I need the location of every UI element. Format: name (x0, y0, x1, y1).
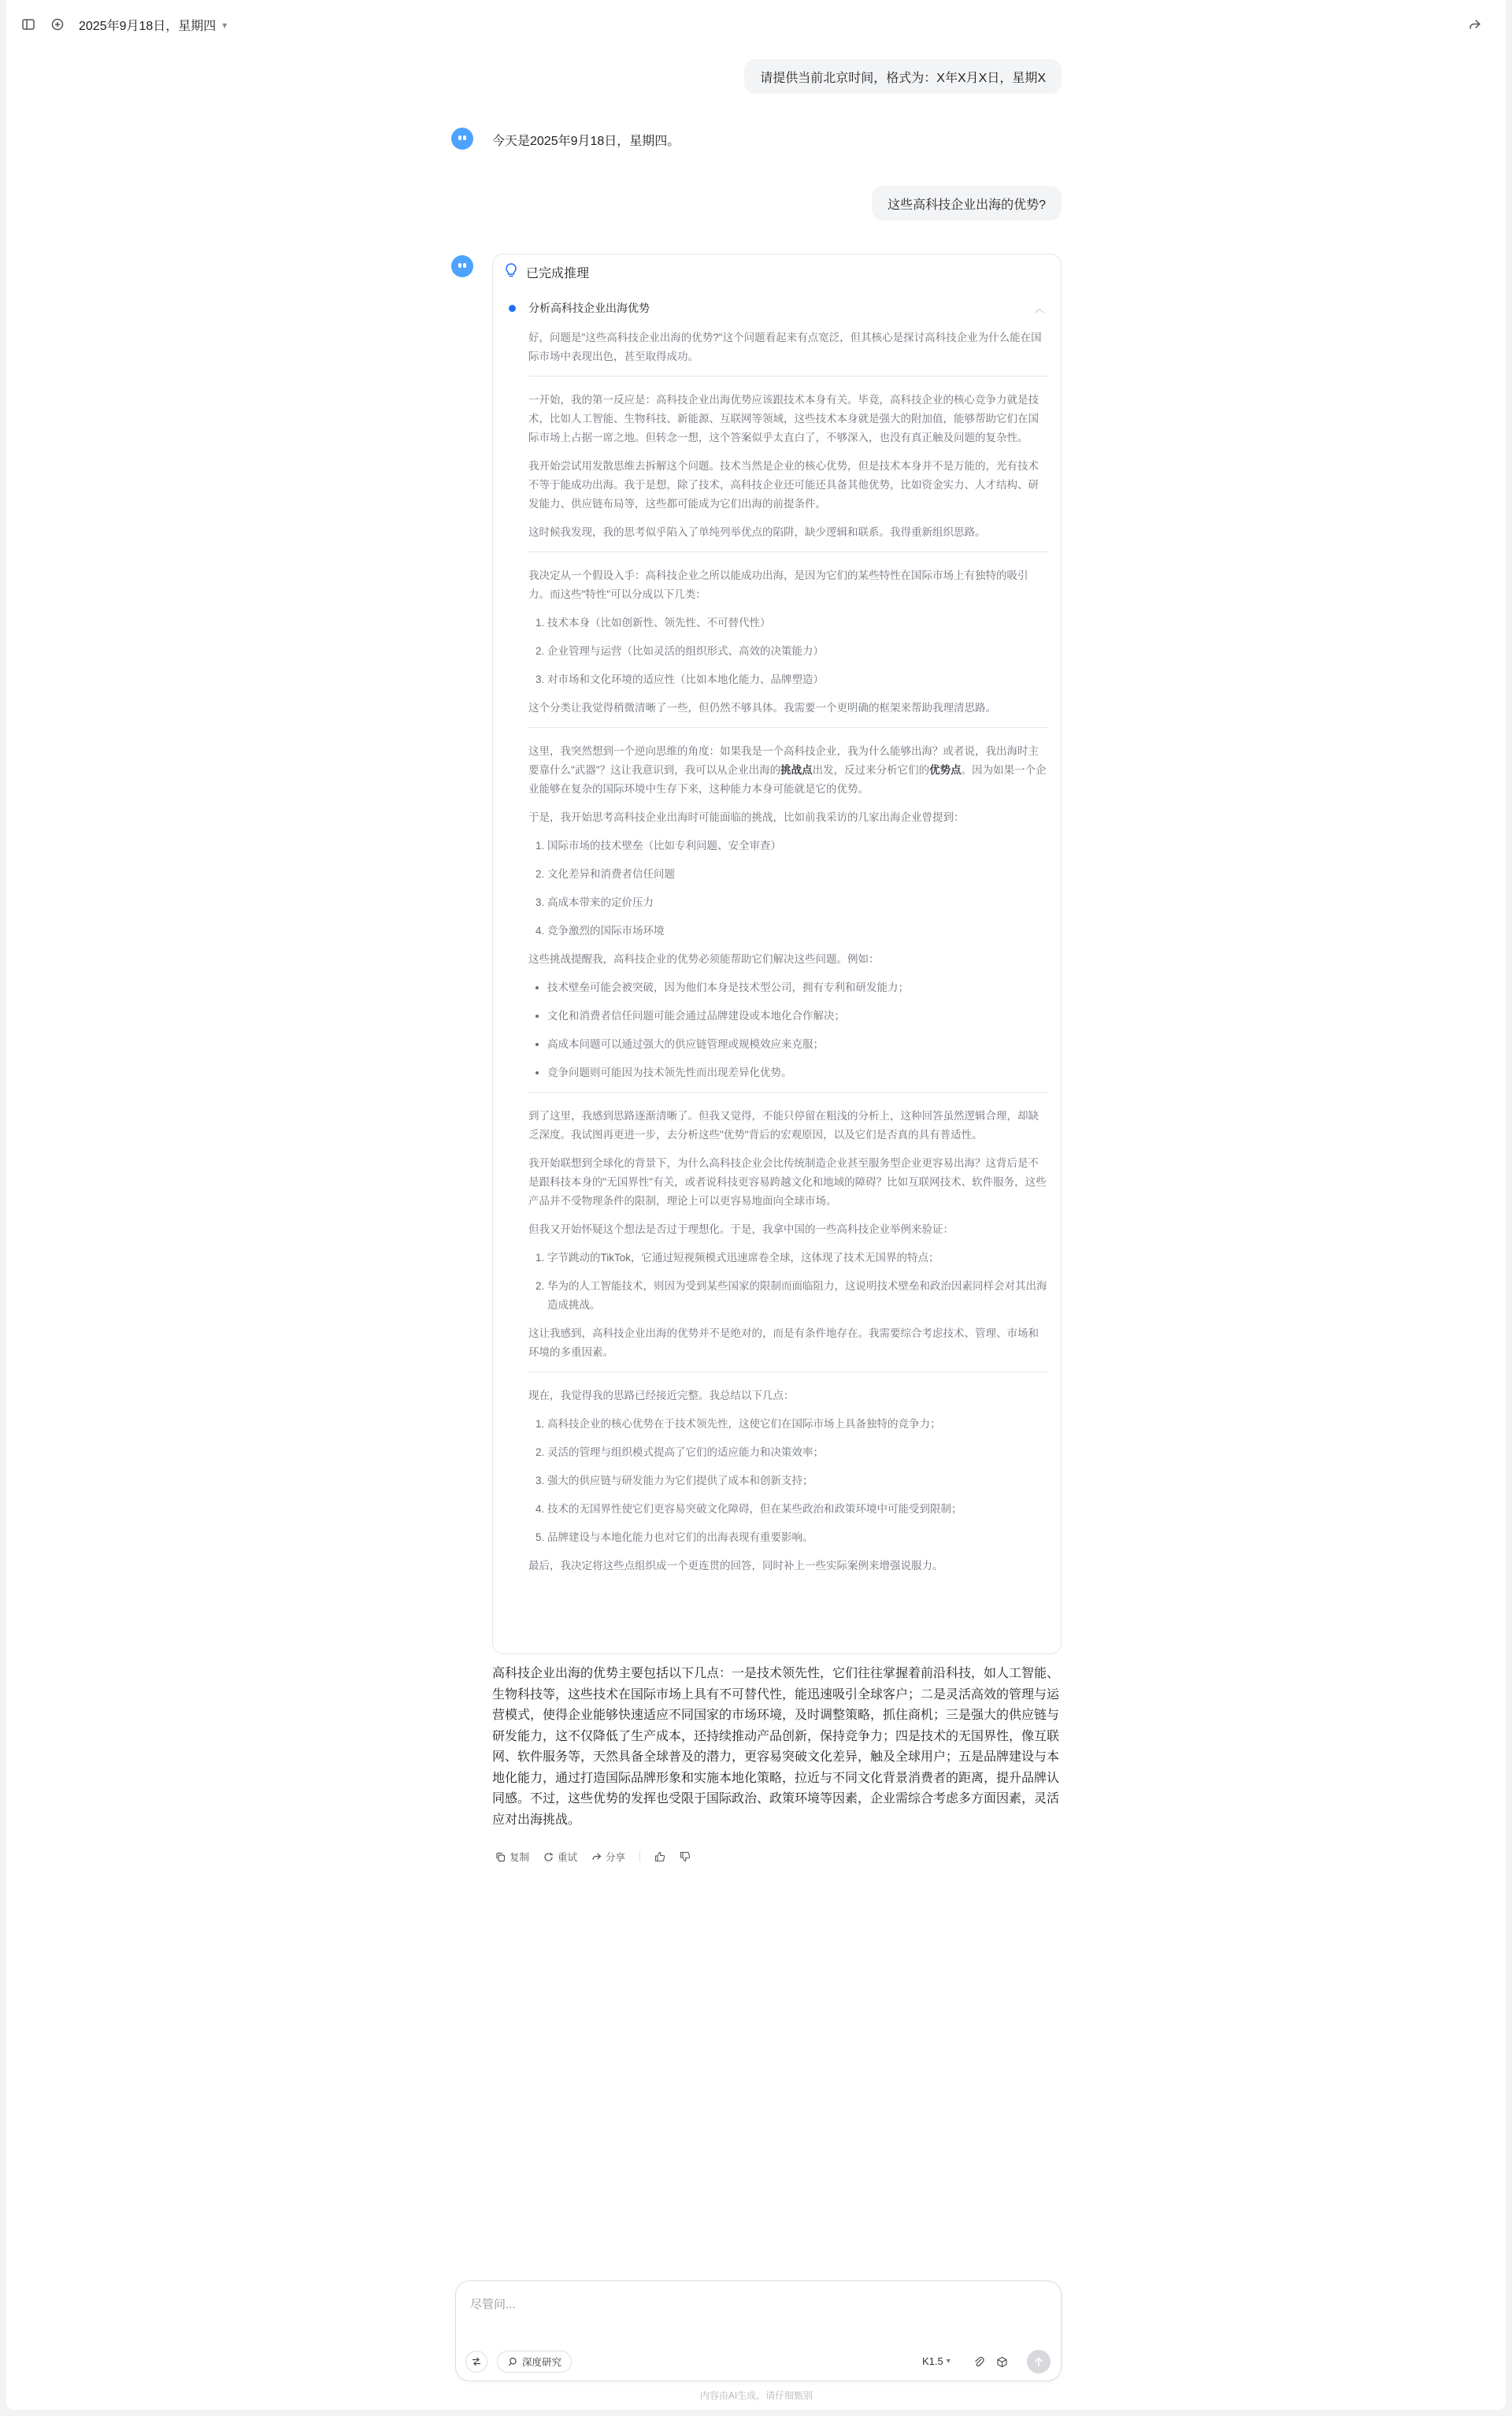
list-item: • 文化和消费者信任问题可能会通过品牌建设或本地化合作解决； (547, 1007, 1048, 1026)
bold-text: 挑战点 (780, 764, 813, 776)
new-chat-icon[interactable] (47, 14, 68, 35)
copy-icon (495, 1852, 506, 1862)
reasoning-paragraph: 好，问题是"这些高科技企业出海的优势?"这个问题看起来有点宽泛，但其核心是探讨高科技企业为什么能在国际市场中表现出色，甚至取得成功。 (528, 332, 1042, 362)
list-item: • 高成本问题可以通过强大的供应链管理或规模效应来克服； (547, 1035, 1048, 1054)
reasoning-paragraph: 一开始，我的第一反应是：高科技企业出海优势应该跟技术本身有关。毕竟，高科技企业的核心竞争力就是技术，比如人工智能、生物科技、新能源、互联网等领域，这些技术本身就是强大的附加值，能够帮助它们在国际市场上占据一席之地。但转念一想，这个答案似乎太直白了，不够深入，也没有真正触及问题的复杂性。 (528, 394, 1039, 443)
list-item: 1. 字节跳动的TikTok，它通过短视频模式迅速席卷全球，这体现了技术无国界的特点； (547, 1249, 1048, 1267)
share-label: 分享 (606, 1852, 626, 1863)
reasoning-paragraph: 我开始联想到全球化的背景下，为什么高科技企业会比传统制造企业甚至服务型企业更容易出海？这背后是不是跟科技本身的"无国界性"有关，或者说科技更容易跨越文化和地域的障碍？比如互联网技术、软件服务，这些产品并不受物理条件的限制，理论上可以更容易地面向全球市场。 (528, 1157, 1047, 1207)
reasoning-paragraph: 但我又开始怀疑这个想法是否过于理想化。于是，我拿中国的一些高科技企业举例来验证： (528, 1223, 954, 1235)
deep-research-icon (507, 2357, 517, 2367)
arrow-up-icon (1033, 2356, 1044, 2367)
user-message-bubble (744, 59, 1062, 94)
assistant-message-row (451, 254, 1062, 1861)
divider (528, 1371, 1048, 1372)
text-span: 出发，反过来分析它们的 (812, 764, 930, 776)
reasoning-step-header[interactable] (509, 300, 1044, 316)
reasoning-paragraph: 这个分类让我觉得稍微清晰了一些，但仍然不够具体。我需要一个更明确的框架来帮助我理清思路。 (528, 702, 996, 714)
chat-title-text: 2025年9月18日，星期四 (79, 20, 217, 33)
list-item: 4. 技术的无国界性使它们更容易突破文化障碍，但在某些政治和政策环境中可能受到限制； (547, 1500, 1048, 1519)
copy-label: 复制 (510, 1852, 530, 1863)
list-item: 3. 对市场和文化环境的适应性（比如本地化能力、品牌塑造） (547, 670, 1048, 689)
reasoning-paragraph: 于是，我开始思考高科技企业出海时可能面临的挑战，比如前我采访的几家出海企业曾提到： (528, 811, 965, 823)
user-message-row (451, 186, 1062, 221)
user-message-row (451, 59, 1062, 94)
divider (528, 1092, 1048, 1093)
user-message-text: 这些高科技企业出海的优势? (888, 198, 1046, 212)
chevron-up-icon[interactable]: ︿ (1034, 302, 1044, 314)
text-span: 这里，我突然想到一个逆向思维的角度：如果我是一个高科技企业，我为什么能够出海？或者说，我出海时主要靠什么"武器"？这让我意识到，我可以从企业出海的 (528, 745, 1039, 776)
share-icon (591, 1852, 602, 1862)
deep-research-button[interactable] (497, 2351, 572, 2373)
assistant-message-text: 今天是2025年9月18日，星期四。 (492, 135, 680, 148)
reasoning-status: 已完成推理 (526, 267, 590, 280)
reasoning-body (528, 328, 1048, 1585)
divider (639, 1851, 640, 1862)
lightbulb-icon (504, 262, 518, 282)
reasoning-paragraph: 我开始尝试用发散思维去拆解这个问题。技术当然是企业的核心优势，但是技术本身并不是万能的，光有技术不等于能成功出海。我于是想，除了技术，高科技企业还可能还具备其他优势，比如资金实力、人才结构、研发能力、供应链布局等，这些都可能成为它们出海的前提条件。 (528, 460, 1039, 510)
chevron-down-icon: ▾ (946, 2357, 951, 2366)
divider (528, 727, 1048, 728)
list-item: 3. 高成本带来的定价压力 (547, 893, 1048, 912)
chat-title[interactable] (79, 16, 227, 34)
message-composer (455, 2281, 1062, 2381)
list-item: • 技术壁垒可能会被突破，因为他们本身是技术型公司，拥有专利和研发能力； (547, 978, 1048, 997)
reasoning-paragraph: 最后，我决定将这些点组织成一个更连贯的回答，同时补上一些实际案例来增强说服力。 (528, 1560, 943, 1572)
divider (528, 551, 1048, 552)
list-item: 1. 国际市场的技术壁垒（比如专利问题、安全审查） (547, 837, 1048, 855)
reasoning-paragraph (528, 742, 1048, 799)
share-icon[interactable] (1465, 14, 1485, 35)
copy-button[interactable] (495, 1850, 529, 1864)
list-item: 3. 强大的供应链与研发能力为它们提供了成本和创新支持； (547, 1471, 1048, 1490)
list-item: 2. 灵活的管理与组织模式提高了它们的适应能力和决策效率； (547, 1443, 1048, 1462)
divider (528, 376, 1048, 377)
composer-input[interactable]: 尽管问... (470, 2298, 516, 2311)
send-button[interactable] (1027, 2350, 1051, 2373)
reasoning-paragraph: 到了这里，我感到思路逐渐清晰了。但我又觉得，不能只停留在粗浅的分析上，这种回答虽然逻辑合理，却缺乏深度。我试图再更进一步，去分析这些"优势"背后的宏观原因，以及它们是否真的具有普适性。 (528, 1110, 1039, 1141)
text-span: 。因为如果一个企业能够在复杂的国际环境中生存下来，这种能力本身可能就是它的优势。 (528, 764, 1047, 795)
reasoning-paragraph: 我决定从一个假设入手：高科技企业之所以能成功出海，是因为它们的某些特性在国际市场上有独特的吸引力。而这些"特性"可以分成以下几类： (528, 570, 1028, 600)
chevron-down-icon: ▾ (222, 19, 228, 31)
reasoning-step-title: 分析高科技企业出海优势 (528, 302, 650, 314)
model-label: K1.5 (922, 2355, 943, 2367)
list-item: 5. 品牌建设与本地化能力也对它们的出海表现有重要影响。 (547, 1528, 1048, 1547)
step-dot-icon (509, 305, 516, 312)
reasoning-paragraph: 现在，我觉得我的思路已经接近完整。我总结以下几点： (528, 1390, 795, 1401)
list-item: 2. 华为的人工智能技术，则因为受到某些国家的限制而面临阻力，这说明技术壁垒和政治因素同样会对其出海造成挑战。 (547, 1277, 1048, 1315)
thumbs-down-icon[interactable] (680, 1851, 691, 1862)
list-item: 2. 企业管理与运营（比如灵活的组织形式、高效的决策能力） (547, 642, 1048, 661)
assistant-answer-text: 高科技企业出海的优势主要包括以下几点：一是技术领先性，它们往往掌握着前沿科技，如人工智能、生物科技等，这些技术在国际市场上具有不可替代性，能迅速吸引全球客户；二是灵活高效的管理与运营模式，使得企业能够快速适应不同国家的市场环境，及时调整策略，抓住商机；三是强大的供应链与研发能力，这不仅降低了生产成本，还持续推动产品创新，保持竞争力；四是技术的无国界性，像互联网、软件服务等，天然具备全球普及的潜力，更容易突破文化差异，触及全球用户；五是品牌建设与本地化能力，通过打造国际品牌形象和实施本地化策略，拉近与不同文化背景消费者的距离，提升品牌认同感。不过，这些优势的发挥也受限于国际政治、政策环境等因素，企业需综合考虑多方面因素，灵活应对出海挑战。 (492, 1667, 1060, 1827)
list-item: • 竞争问题则可能因为技术领先性而出现差异化优势。 (547, 1063, 1048, 1082)
model-selector[interactable] (922, 2355, 951, 2367)
message-actions (495, 1850, 691, 1864)
ai-disclaimer: 内容由AI生成，请仔细甄别 (699, 2390, 813, 2401)
retry-label: 重试 (558, 1852, 578, 1863)
user-message-text: 请提供当前北京时间，格式为：X年X月X日，星期X (760, 71, 1046, 85)
sidebar-toggle-icon[interactable] (18, 14, 39, 35)
reasoning-list (528, 614, 1048, 689)
reasoning-paragraph: 这时候我发现，我的思考似乎陷入了单纯列举优点的陷阱，缺少逻辑和联系。我得重新组织思路。 (528, 526, 986, 538)
list-item: 1. 技术本身（比如创新性、领先性、不可替代性） (547, 614, 1048, 633)
reasoning-header[interactable] (504, 262, 589, 282)
assistant-message-row (451, 126, 1062, 151)
list-item: 2. 文化差异和消费者信任问题 (547, 865, 1048, 884)
deep-research-label: 深度研究 (522, 2357, 562, 2368)
reasoning-paragraph: 这些挑战提醒我，高科技企业的优势必须能帮助它们解决这些问题。例如： (528, 953, 880, 965)
reasoning-list (528, 837, 1048, 941)
reasoning-card (492, 254, 1062, 1654)
share-button[interactable] (591, 1850, 625, 1864)
list-item: 4. 竞争激烈的国际市场环境 (547, 922, 1048, 941)
tools-icon[interactable] (465, 2351, 487, 2373)
reasoning-list (528, 1249, 1048, 1315)
retry-button[interactable] (543, 1850, 577, 1864)
app-window (6, 0, 1506, 2410)
refresh-icon (543, 1852, 554, 1862)
list-item: 1. 高科技企业的核心优势在于技术领先性，这使它们在国际市场上具备独特的竞争力； (547, 1415, 1048, 1434)
thumbs-up-icon[interactable] (654, 1851, 665, 1862)
reasoning-list (528, 978, 1048, 1082)
reasoning-paragraph: 这让我感到，高科技企业出海的优势并不是绝对的，而是有条件地存在。我需要综合考虑技术、管理、市场和环境的多重因素。 (528, 1327, 1039, 1358)
top-bar (6, 0, 1506, 49)
user-message-bubble (872, 186, 1062, 221)
assistant-avatar (451, 255, 473, 277)
reasoning-list (528, 1415, 1048, 1547)
bold-text: 优势点 (929, 764, 962, 776)
assistant-avatar (451, 128, 473, 150)
cube-icon[interactable] (995, 2355, 1009, 2369)
attachment-icon[interactable] (972, 2355, 986, 2369)
